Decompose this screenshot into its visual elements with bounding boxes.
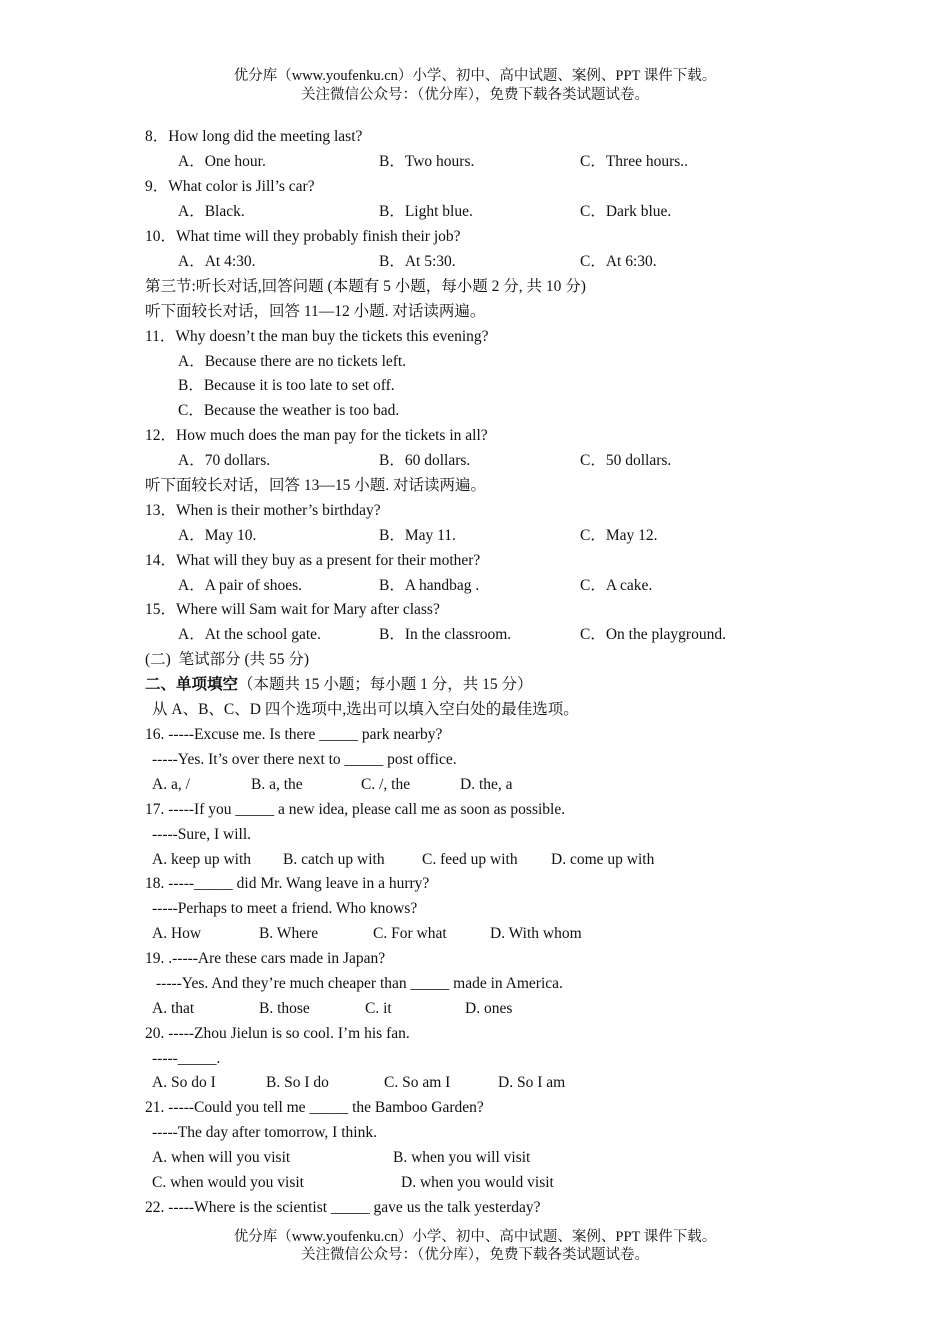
section-title xyxy=(145,675,533,695)
option-b: B．May 11. xyxy=(379,527,456,544)
option-c: C．On the playground. xyxy=(580,626,726,643)
option-d: D. ones xyxy=(465,1000,513,1017)
question-line: 22. -----Where is the scientist _____ gave us the talk yesterday? xyxy=(145,1199,541,1216)
option-a: A．Black. xyxy=(178,203,245,220)
option-c: C．50 dollars. xyxy=(580,452,672,469)
instruction: 听下面较长对话，回答 11—12 小题. 对话读两遍。 xyxy=(145,303,486,320)
option-b: B．A handbag . xyxy=(379,577,480,594)
option-b: B. Where xyxy=(259,925,319,942)
instruction: 听下面较长对话，回答 13—15 小题. 对话读两遍。 xyxy=(145,477,487,494)
question-stem: 9．What color is Jill’s car? xyxy=(145,178,315,195)
header-line-1: 优分库（www.youfenku.cn）小学、初中、高中试题、案例、PPT 课件下载。 xyxy=(233,68,717,84)
option-a: A．A pair of shoes. xyxy=(178,577,302,594)
question-stem: 14．What will they buy as a present for their mother? xyxy=(145,552,481,569)
option-d: D. when you would visit xyxy=(401,1174,554,1191)
question-line: -----The day after tomorrow, I think. xyxy=(152,1124,377,1141)
option-b: B. catch up with xyxy=(283,851,385,868)
option-b: B．Two hours. xyxy=(379,153,475,170)
option-b: B．Light blue. xyxy=(379,203,473,220)
option-c: C．Dark blue. xyxy=(580,203,672,220)
option-a: A. a, / xyxy=(152,776,190,793)
question-line: -----Yes. And they’re much cheaper than _____ made in America. xyxy=(156,975,563,992)
option-a: A．One hour. xyxy=(178,153,266,170)
option-a: A．At the school gate. xyxy=(178,626,321,643)
option-d: D. So I am xyxy=(498,1074,566,1091)
option-a: A．May 10. xyxy=(178,527,257,544)
question-stem: 12．How much does the man pay for the tickets in all? xyxy=(145,427,488,444)
question-stem: 11．Why doesn’t the man buy the tickets this evening? xyxy=(145,328,489,345)
option-c: C．Three hours.. xyxy=(580,153,689,170)
question-stem: 13．When is their mother’s birthday? xyxy=(145,502,381,519)
option-a: A. that xyxy=(152,1000,195,1017)
section-title-bold: 二、单项填空 xyxy=(145,676,239,693)
question-line: -----Sure, I will. xyxy=(152,826,251,843)
question-line: 19. .-----Are these cars made in Japan? xyxy=(145,950,386,967)
option-a: A．70 dollars. xyxy=(178,452,271,469)
footer-line-2: 关注微信公众号：（优分库），免费下载各类试题试卷。 xyxy=(301,1247,649,1263)
option-c: C. feed up with xyxy=(422,851,518,868)
question-line: 20. -----Zhou Jielun is so cool. I’m his fan. xyxy=(145,1025,410,1042)
section-title-rest: （本题共 15 小题；每小题 1 分，共 15 分） xyxy=(238,676,533,693)
option-a: A．Because there are no tickets left. xyxy=(178,353,407,370)
header-line-2: 关注微信公众号：（优分库），免费下载各类试题试卷。 xyxy=(301,87,649,103)
option-b: B．At 5:30. xyxy=(379,253,456,270)
option-c: C. For what xyxy=(373,925,447,942)
option-b: B．Because it is too late to set off. xyxy=(178,377,395,394)
option-c: C．Because the weather is too bad. xyxy=(178,402,400,419)
footer-line-1: 优分库（www.youfenku.cn）小学、初中、高中试题、案例、PPT 课件下载。 xyxy=(233,1229,717,1245)
instruction: 从 A、B、C、D 四个选项中,选出可以填入空白处的最佳选项。 xyxy=(152,701,579,718)
option-a: A. So do I xyxy=(152,1074,216,1091)
option-b: B. when you will visit xyxy=(393,1149,531,1166)
option-a: A. keep up with xyxy=(152,851,252,868)
option-c: C. /, the xyxy=(361,776,411,793)
question-stem: 8．How long did the meeting last? xyxy=(145,128,363,145)
option-a: A. How xyxy=(152,925,202,942)
option-c: C. when would you visit xyxy=(152,1174,304,1191)
section-title: 第三节:听长对话,回答问题 (本题有 5 小题，每小题 2 分, 共 10 分) xyxy=(145,278,586,295)
option-d: D. the, a xyxy=(460,776,513,793)
option-a: A．At 4:30. xyxy=(178,253,256,270)
option-b: B. those xyxy=(259,1000,310,1017)
option-d: D. With whom xyxy=(490,925,582,942)
question-line: 18. -----_____ did Mr. Wang leave in a hurry? xyxy=(145,875,430,892)
option-a: A. when will you visit xyxy=(152,1149,291,1166)
option-d: D. come up with xyxy=(551,851,655,868)
question-line: 17. -----If you _____ a new idea, please call me as soon as possible. xyxy=(145,801,566,818)
question-line: -----Yes. It’s over there next to _____ post office. xyxy=(152,751,457,768)
option-b: B. So I do xyxy=(266,1074,329,1091)
question-line: -----_____. xyxy=(152,1050,221,1067)
option-c: C. it xyxy=(365,1000,392,1017)
question-stem: 15．Where will Sam wait for Mary after class? xyxy=(145,601,440,618)
question-line: 21. -----Could you tell me _____ the Bamboo Garden? xyxy=(145,1099,484,1116)
question-stem: 10．What time will they probably finish their job? xyxy=(145,228,461,245)
question-line: 16. -----Excuse me. Is there _____ park nearby? xyxy=(145,726,443,743)
part-title: (二) 笔试部分 (共 55 分) xyxy=(145,651,310,668)
option-c: C．A cake. xyxy=(580,577,653,594)
option-b: B．In the classroom. xyxy=(379,626,512,643)
option-c: C. So am I xyxy=(384,1074,451,1091)
option-b: B. a, the xyxy=(251,776,303,793)
option-c: C．At 6:30. xyxy=(580,253,657,270)
option-b: B．60 dollars. xyxy=(379,452,471,469)
question-line: -----Perhaps to meet a friend. Who knows? xyxy=(152,900,418,917)
option-c: C．May 12. xyxy=(580,527,658,544)
